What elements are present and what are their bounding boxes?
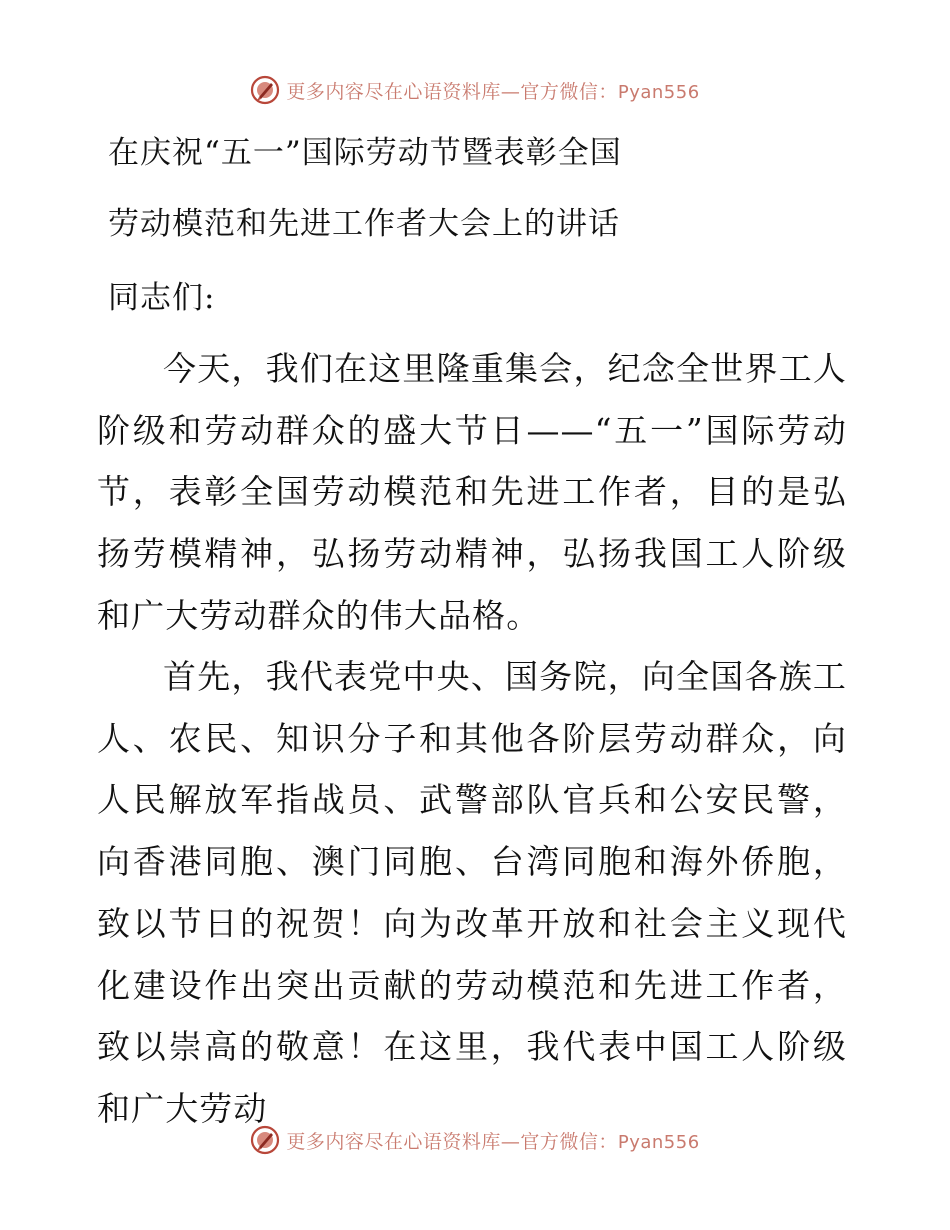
pen-logo-icon [250, 1125, 280, 1155]
header-watermark-content [250, 75, 699, 105]
footer-watermark-handle: Pyan556 [617, 1131, 700, 1153]
header-watermark-handle: Pyan556 [617, 81, 700, 103]
pen-logo-icon [250, 75, 280, 105]
footer-watermark-text: 更多内容尽在心语资料库—官方微信：Pyan556 [286, 1130, 700, 1153]
header-watermark-text: 更多内容尽在心语资料库—官方微信：Pyan556 [286, 80, 700, 103]
speech-title-line-1: 在庆祝“五一”国际劳动节暨表彰全国 [108, 135, 622, 171]
salutation: 同志们: [108, 280, 216, 316]
speech-title-line-2: 劳动模范和先进工作者大会上的讲话 [108, 206, 620, 242]
body-paragraph-1: 今天，我们在这里隆重集会，纪念全世界工人阶级和劳动群众的盛大节日——“五一”国际劳动节，表彰全国劳动模范和先进工作者，目的是弘扬劳模精神，弘扬劳动精神，弘扬我国工人阶级和广大劳动群众的伟大品格。 [97, 349, 847, 635]
header-watermark [0, 70, 950, 110]
footer-watermark-content [250, 1125, 699, 1155]
footer-watermark [0, 1120, 950, 1160]
body-paragraph-2: 首先，我代表党中央、国务院，向全国各族工人、农民、知识分子和其他各阶层劳动群众，向人民解放军指战员、武警部队官兵和公安民警，向香港同胞、澳门同胞、台湾同胞和海外侨胞，致以节日的祝贺！向为改革开放和社会主义现代化建设作出突出贡献的劳动模范和先进工作者，致以崇高的敬意！在这里，我代表中国工人阶级和广大劳动 [97, 657, 847, 1128]
